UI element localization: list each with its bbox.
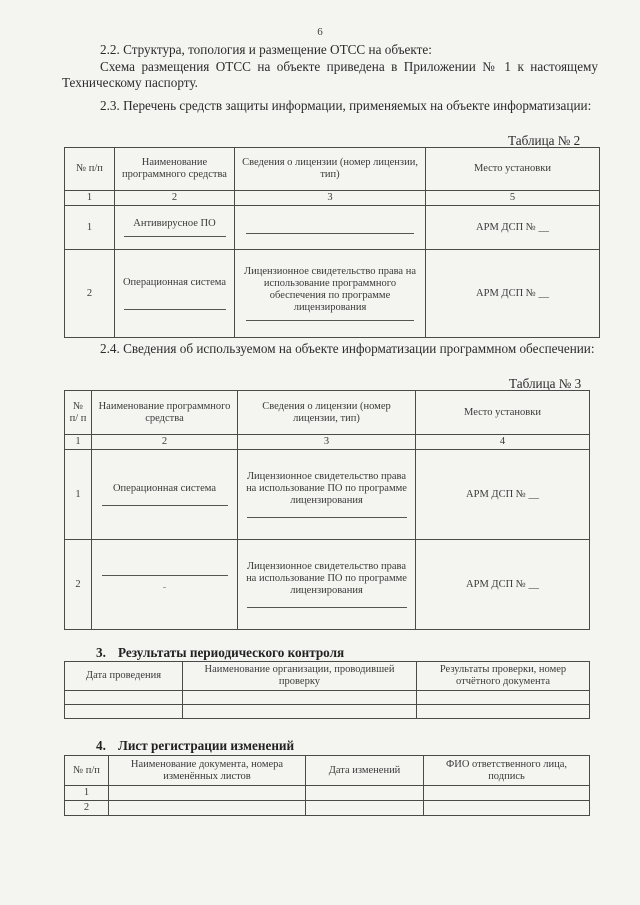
table-row <box>65 705 590 719</box>
table-2-row-1-license-cell <box>235 206 426 250</box>
table-cell <box>417 691 590 705</box>
section-4-title: Лист регистрации изменений <box>118 738 295 753</box>
table-3-header-license: Сведения о лицензии (номер лицензии, тип) <box>238 391 416 435</box>
table-changes <box>64 755 590 816</box>
fill-line <box>102 575 228 576</box>
fill-line <box>102 505 228 506</box>
table-cell <box>306 801 424 816</box>
table-3-caption: Таблица № 3 <box>509 376 582 391</box>
table-2-colnum: 3 <box>235 191 426 206</box>
table-3-row-1-license: Лицензионное свидетельство права на использование ПО по программе лицензирования <box>246 471 407 506</box>
section-4-heading <box>96 738 294 754</box>
changes-header-doc: Наименование документа, номера изменённых листов <box>109 756 306 786</box>
table-cell <box>424 801 590 816</box>
fill-line <box>124 309 226 310</box>
table-2-caption: Таблица № 2 <box>508 133 581 148</box>
table-2-row-1-name-cell <box>115 206 235 250</box>
table-3-row-1-num: 1 <box>65 450 92 540</box>
fill-line <box>124 236 226 237</box>
table-control <box>64 661 590 719</box>
table-cell <box>65 705 183 719</box>
control-header-result: Результаты проверки, номер отчётного документа <box>417 662 590 691</box>
section-4-number: 4. <box>96 738 106 753</box>
fill-line <box>247 607 407 608</box>
table-2-row-2-num: 2 <box>65 250 115 338</box>
fill-line <box>246 233 414 234</box>
table-2 <box>64 147 600 338</box>
table-2-header-num: № п/п <box>65 148 115 191</box>
table-2-row-2-license: Лицензионное свидетельство права на использование программного обеспечения по программе лицензирования <box>244 266 416 313</box>
changes-header-date: Дата изменений <box>306 756 424 786</box>
table-2-row-1-num: 1 <box>65 206 115 250</box>
section-3-title: Результаты периодического контроля <box>118 645 345 660</box>
table-3-header-num: № п/ п <box>65 391 92 435</box>
section-3-number: 3. <box>96 645 106 660</box>
section-2-2-body: Схема размещения ОТСС на объекте приведена в Приложении № 1 к настоящему Техническому паспорту. <box>62 59 598 90</box>
table-row <box>65 786 590 801</box>
table-row <box>65 450 590 540</box>
table-row <box>65 206 600 250</box>
table-3-header-name: Наименование программного средства <box>92 391 238 435</box>
table-cell <box>183 691 417 705</box>
table-cell <box>424 786 590 801</box>
table-3-colnum: 4 <box>416 435 590 450</box>
table-2-colnum: 2 <box>115 191 235 206</box>
table-3-row-1-license-cell <box>238 450 416 540</box>
table-cell <box>183 705 417 719</box>
section-3-heading <box>96 645 344 661</box>
table-3-colnum: 2 <box>92 435 238 450</box>
table-2-header-place: Место установки <box>426 148 600 191</box>
section-2-4-title: 2.4. Сведения об используемом на объекте информатизации программном обеспечении: <box>100 341 595 356</box>
changes-header-person: ФИО ответственного лица, подпись <box>424 756 590 786</box>
table-3-row-2-name-cell <box>92 540 238 630</box>
table-3-row-2-num: 2 <box>65 540 92 630</box>
table-3 <box>64 390 590 630</box>
table-cell <box>417 705 590 719</box>
table-3-header-place: Место установки <box>416 391 590 435</box>
table-3-row-2-license: Лицензионное свидетельство права на использование ПО по программе лицензирования <box>246 561 407 596</box>
table-cell <box>109 801 306 816</box>
table-2-row-2-name: Операционная система <box>122 277 227 288</box>
table-3-row-1-name: Операционная система <box>112 483 217 494</box>
table-3-colnum: 3 <box>238 435 416 450</box>
table-cell <box>109 786 306 801</box>
table-3-row-2-note: - <box>162 582 167 593</box>
table-2-row-2-name-cell <box>115 250 235 338</box>
control-header-org: Наименование организации, проводившей проверку <box>183 662 417 691</box>
table-2-row-1-place: АРМ ДСП № __ <box>426 206 600 250</box>
table-row <box>65 801 590 816</box>
fill-line <box>246 320 414 321</box>
changes-header-num: № п/п <box>65 756 109 786</box>
table-3-row-2-place: АРМ ДСП № __ <box>416 540 590 630</box>
section-2-3-title: 2.3. Перечень средств защиты информации, применяемых на объекте информатизации: <box>100 98 592 113</box>
table-2-colnum: 1 <box>65 191 115 206</box>
table-2-row-2-license-cell <box>235 250 426 338</box>
table-row <box>65 540 590 630</box>
table-2-header-license: Сведения о лицензии (номер лицензии, тип) <box>235 148 426 191</box>
table-2-row-1-name: Антивирусное ПО <box>133 218 216 229</box>
fill-line <box>247 517 407 518</box>
table-2-colnum: 5 <box>426 191 600 206</box>
page-number: 6 <box>317 26 323 38</box>
table-cell <box>306 786 424 801</box>
table-row <box>65 250 600 338</box>
section-2-2-title: 2.2. Структура, топология и размещение ОТСС на объекте: <box>100 42 432 57</box>
table-3-row-2-license-cell <box>238 540 416 630</box>
changes-row-1-num: 1 <box>65 786 109 801</box>
control-header-date: Дата проведения <box>65 662 183 691</box>
table-cell <box>65 691 183 705</box>
table-2-row-2-place: АРМ ДСП № __ <box>426 250 600 338</box>
table-3-colnum: 1 <box>65 435 92 450</box>
table-3-row-1-place: АРМ ДСП № __ <box>416 450 590 540</box>
changes-row-2-num: 2 <box>65 801 109 816</box>
table-2-header-name: Наименование программного средства <box>115 148 235 191</box>
table-3-row-1-name-cell <box>92 450 238 540</box>
table-row <box>65 691 590 705</box>
